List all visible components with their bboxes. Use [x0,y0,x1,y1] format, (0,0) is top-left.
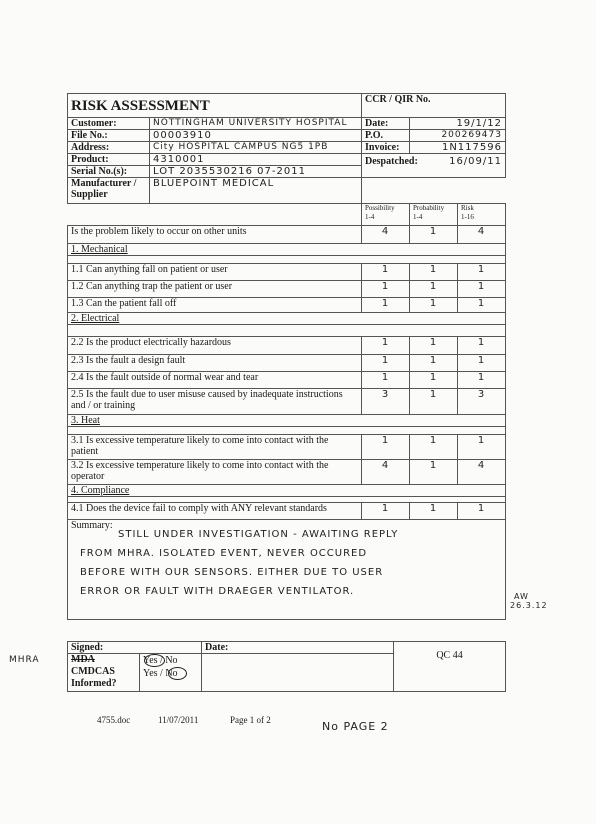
initials: AW [514,592,529,601]
serial-label: Serial No.(s): [68,166,150,178]
columns-blank [68,204,362,226]
question-text: 4.1 Does the device fail to comply with ANY relevant standards [68,503,362,520]
product-label: Product: [68,154,150,166]
section-title: 1. Mechanical [68,244,506,256]
question-text: 1.3 Can the patient fall off [68,298,362,313]
risk-value: 1 [458,435,506,460]
ccr-label: CCR / QIR No. [365,94,431,105]
qc-code: QC 44 [394,642,506,692]
doc-name: 4755.doc [97,715,131,725]
risk-assessment-form [67,93,506,620]
po-label: P.O. [362,130,410,142]
table-row [68,355,506,372]
col-probability: Probability 1-4 [410,204,458,226]
table-row [68,389,506,415]
spacer [68,256,506,264]
possibility-value: 1 [362,372,410,389]
form-title-cell [68,94,362,118]
question-text: 2.2 Is the product electrically hazardous [68,337,362,355]
address-value: City HOSPITAL CAMPUS NG5 1PB [150,142,362,154]
side-annotation [510,592,548,610]
summary-line: STILL UNDER INVESTIGATION - AWAITING REPLY [118,529,399,540]
table-row [68,281,506,298]
despatched-label: Despatched: [365,156,418,167]
risk-value: 4 [458,460,506,485]
col-possibility: Possibility 1-4 [362,204,410,226]
address-label: Address: [68,142,150,154]
circled-no-icon [168,667,187,680]
col-risk: Risk 1-16 [458,204,506,226]
question-text: 2.5 Is the fault due to user misuse caused by inadequate instructions and / or training [68,389,362,415]
question-text: 2.4 Is the fault outside of normal wear and tear [68,372,362,389]
manufacturer-label: Manufacturer / Supplier [68,178,150,204]
spacer [68,427,506,435]
table-row [68,337,506,355]
probability-value: 1 [410,435,458,460]
summary-line: ERROR OR FAULT WITH DRAEGER VENTILATOR. [80,586,355,597]
file-label: File No.: [68,130,150,142]
table-row [68,298,506,313]
overall-risk: 4 [458,226,506,244]
signoff-table [67,641,506,692]
question-text: 2.3 Is the fault a design fault [68,355,362,372]
probability-value: 1 [410,389,458,415]
summary-cell [68,520,506,620]
despatched-value: 16/09/11 [449,156,502,167]
probability-value: 1 [410,503,458,520]
file-value: 00003910 [150,130,362,142]
possibility-value: 3 [362,389,410,415]
risk-value: 1 [458,264,506,281]
summary-label: Summary: [71,520,113,531]
overall-question: Is the problem likely to occur on other units [68,226,362,244]
possibility-value: 1 [362,281,410,298]
footer-date-label: Date: [202,642,394,654]
overall-probability: 1 [410,226,458,244]
spacer [68,325,506,337]
section-title: 4. Compliance [68,485,506,497]
invoice-label: Invoice: [362,142,410,154]
no-page-note: No PAGE 2 [322,720,389,733]
section-title: 3. Heat [68,415,506,427]
yes-no-1: Yes / No [143,655,178,666]
risk-value: 1 [458,337,506,355]
section-title: 2. Electrical [68,313,506,325]
serial-value: LOT 2035530216 07-2011 [150,166,362,178]
manufacturer-blank [362,178,506,204]
risk-value: 1 [458,503,506,520]
risk-value: 1 [458,298,506,313]
table-row [68,460,506,485]
product-value: 4310001 [150,154,362,166]
probability-value: 1 [410,281,458,298]
footer-blank [202,654,394,692]
summary-text [80,525,399,601]
page-number: Page 1 of 2 [230,715,271,725]
possibility-value: 1 [362,355,410,372]
table-row [68,503,506,520]
possibility-value: 1 [362,337,410,355]
overall-possibility: 4 [362,226,410,244]
customer-value: NOTTINGHAM UNIVERSITY HOSPITAL [150,118,362,130]
risk-value: 1 [458,372,506,389]
risk-value: 3 [458,389,506,415]
despatched-cell [362,154,506,178]
possibility-value: 1 [362,264,410,281]
ccr-cell [362,94,506,118]
side-date: 26.3.12 [510,601,548,610]
circled-yes-icon [144,654,165,667]
signed-label: Signed: [68,642,202,654]
probability-value: 1 [410,355,458,372]
question-text: 1.2 Can anything trap the patient or user [68,281,362,298]
possibility-value: 1 [362,503,410,520]
form-title: RISK ASSESSMENT [71,98,210,114]
question-text: 1.1 Can anything fall on patient or user [68,264,362,281]
margin-note: MHRA [9,655,40,665]
table-row [68,372,506,389]
table-row [68,435,506,460]
yes-no-2: Yes / No [143,668,178,679]
customer-label: Customer: [68,118,150,130]
probability-value: 1 [410,298,458,313]
invoice-value: 1N117596 [410,142,506,154]
informed-label: Informed? [71,678,117,689]
probability-value: 1 [410,264,458,281]
cmdcas-label: CMDCAS [71,666,115,677]
date-value: 19/1/12 [410,118,506,130]
possibility-value: 1 [362,435,410,460]
summary-line: BEFORE WITH OUR SENSORS. EITHER DUE TO USER [80,567,384,578]
summary-line: FROM MHRA. ISOLATED EVENT, NEVER OCCURED [80,548,368,559]
question-text: 3.2 Is excessive temperature likely to come into contact with the operator [68,460,362,485]
doc-date: 11/07/2011 [158,715,199,725]
risk-value: 1 [458,281,506,298]
probability-value: 1 [410,337,458,355]
mda-cell [68,654,140,692]
question-text: 3.1 Is excessive temperature likely to come into contact with the patient [68,435,362,460]
date-label: Date: [362,118,410,130]
po-value: 200269473 [410,130,506,142]
manufacturer-value: BLUEPOINT MEDICAL [150,178,362,204]
mda-label: MDA [71,654,95,665]
risk-value: 1 [458,355,506,372]
table-row [68,264,506,281]
possibility-value: 1 [362,298,410,313]
possibility-value: 4 [362,460,410,485]
probability-value: 1 [410,460,458,485]
probability-value: 1 [410,372,458,389]
